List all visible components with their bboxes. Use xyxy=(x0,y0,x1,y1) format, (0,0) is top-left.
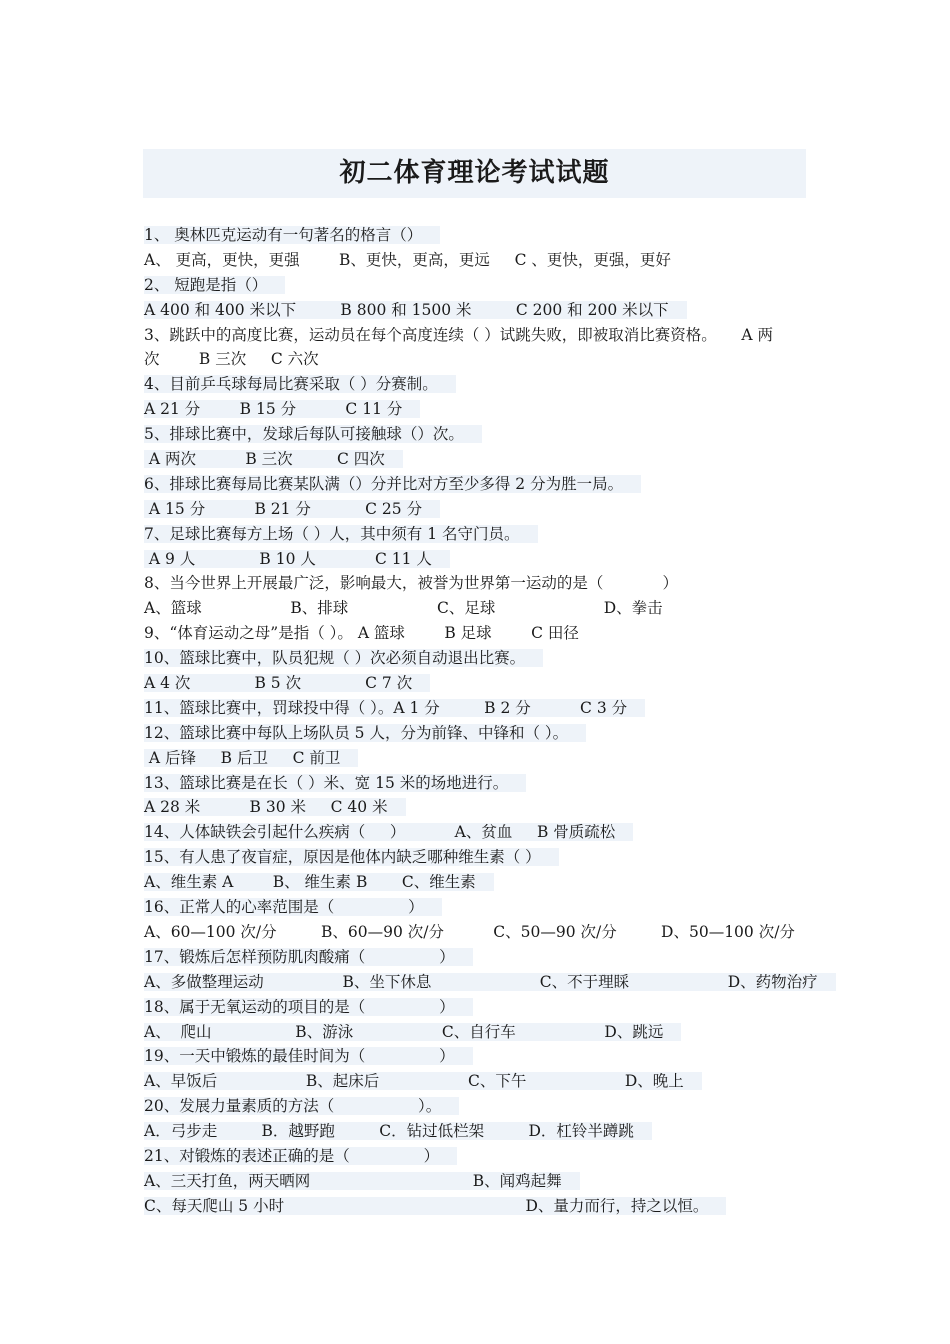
question-line xyxy=(144,995,809,1020)
line-text: A 后锋 B 后卫 C 前卫 xyxy=(144,749,358,767)
option-line xyxy=(144,248,809,273)
question-line xyxy=(144,372,809,397)
line-text: C、每天爬山 5 小时 D、量力而行，持之以恒。 xyxy=(144,1197,726,1215)
line-text: 21、对锻炼的表述正确的是（ ） xyxy=(144,1147,457,1165)
line-text: A 21 分 B 15 分 C 11 分 xyxy=(144,400,420,418)
line-text: A 两次 B 三次 C 四次 xyxy=(144,450,403,468)
question-line xyxy=(144,895,809,920)
question-line xyxy=(144,721,809,746)
question-line xyxy=(144,273,809,298)
question-line xyxy=(144,223,809,248)
line-text: 4、目前乒乓球每局比赛采取（ ）分赛制。 xyxy=(144,375,456,393)
option-line xyxy=(144,1069,809,1094)
line-text: A 9 人 B 10 人 C 11 人 xyxy=(144,550,450,568)
line-text: 3、跳跃中的高度比赛，运动员在每个高度连续（ ）试跳失败，即被取消比赛资格。 A 两 xyxy=(144,325,774,344)
option-line xyxy=(144,1194,809,1219)
line-text: 9、“体育运动之母”是指（ ）。 A 篮球 B 足球 C 田径 xyxy=(144,624,579,643)
line-text: A、多做整理运动 B、坐下休息 C、不于理睬 D、药物治疗 xyxy=(144,973,836,991)
question-line xyxy=(144,771,809,796)
line-text: 8、当今世界上开展最广泛，影响最大，被誉为世界第一运动的是（ ） xyxy=(144,574,678,593)
option-line xyxy=(144,1020,809,1045)
question-line xyxy=(144,1044,809,1069)
page-title: 初二体育理论考试试题 xyxy=(339,158,610,188)
line-text: 20、发展力量素质的方法（ ）。 xyxy=(144,1097,459,1115)
question-line xyxy=(144,621,809,646)
option-line xyxy=(144,497,809,522)
option-line xyxy=(144,920,809,945)
line-text: 18、属于无氧运动的项目的是（ ） xyxy=(144,998,473,1016)
question-line xyxy=(144,646,809,671)
line-text: 12、篮球比赛中每队上场队员 5 人，分为前锋、中锋和（ ）。 xyxy=(144,724,586,742)
line-text: A、三天打鱼，两天晒网 B、闻鸡起舞 xyxy=(144,1172,580,1190)
line-text: 13、篮球比赛是在长（ ）米、宽 15 米的场地进行。 xyxy=(144,774,526,792)
line-text: 10、篮球比赛中，队员犯规（ ）次必须自动退出比赛。 xyxy=(144,649,543,667)
line-text: 7、足球比赛每方上场（ ）人，其中须有 1 名守门员。 xyxy=(144,525,538,543)
question-line xyxy=(144,820,809,845)
question-line xyxy=(144,522,809,547)
option-line xyxy=(144,746,809,771)
option-line xyxy=(144,447,809,472)
line-text: A．弓步走 B．越野跑 C．钻过低栏架 D．杠铃半蹲跳 xyxy=(144,1122,652,1140)
line-text: A 4 次 B 5 次 C 7 次 xyxy=(144,674,430,692)
line-text: 2、 短跑是指（） xyxy=(144,276,285,294)
question-line xyxy=(144,1094,809,1119)
option-line xyxy=(144,298,809,323)
line-text: 次 B 三次 C 六次 xyxy=(144,350,319,369)
line-text: 14、人体缺铁会引起什么疾病（ ） A、贫血 B 骨质疏松 xyxy=(144,823,633,841)
line-text: 6、排球比赛每局比赛某队满（）分并比对方至少多得 2 分为胜一局。 xyxy=(144,475,641,493)
line-text: 19、一天中锻炼的最佳时间为（ ） xyxy=(144,1047,473,1065)
question-line xyxy=(144,571,809,596)
option-line xyxy=(144,795,809,820)
question-line xyxy=(144,845,809,870)
line-text: 1、 奥林匹克运动有一句著名的格言（） xyxy=(144,226,440,244)
question-list xyxy=(144,223,818,1219)
line-text: 17、锻炼后怎样预防肌肉酸痛（ ） xyxy=(144,948,473,966)
question-line xyxy=(144,422,809,447)
line-text: A、 爬山 B、游泳 C、自行车 D、跳远 xyxy=(144,1023,681,1041)
option-line xyxy=(144,397,809,422)
option-line xyxy=(144,547,809,572)
line-text: 16、正常人的心率范围是（ ） xyxy=(144,898,442,916)
question-line xyxy=(144,945,809,970)
line-text: A 15 分 B 21 分 C 25 分 xyxy=(144,500,440,518)
option-line xyxy=(144,596,809,621)
option-line xyxy=(144,870,809,895)
line-text: 15、有人患了夜盲症，原因是他体内缺乏哪种维生素（ ） xyxy=(144,848,559,866)
line-text: 5、排球比赛中，发球后每队可接触球（）次。 xyxy=(144,425,482,443)
line-text: A、60—100 次/分 B、60—90 次/分 C、50—90 次/分 D、50—100 次/分 xyxy=(144,922,795,941)
question-line xyxy=(144,472,809,497)
line-text: A、维生素 A B、 维生素 B C、维生素 xyxy=(144,873,494,891)
question-line xyxy=(144,1144,809,1169)
option-line xyxy=(144,347,809,372)
option-line xyxy=(144,1119,809,1144)
line-text: 11、篮球比赛中，罚球投中得（ ）。A 1 分 B 2 分 C 3 分 xyxy=(144,699,645,717)
option-line xyxy=(144,970,818,995)
line-text: A、篮球 B、排球 C、足球 D、拳击 xyxy=(144,599,663,618)
question-line xyxy=(144,323,809,348)
line-text: A 400 和 400 米以下 B 800 和 1500 米 C 200 和 200 米以下 xyxy=(144,301,687,319)
line-text: A、 更高，更快，更强 B、更快，更高，更远 C 、更快，更强，更好 xyxy=(144,250,671,269)
option-line xyxy=(144,671,809,696)
option-line xyxy=(144,1169,809,1194)
line-text: A 28 米 B 30 米 C 40 米 xyxy=(144,798,406,816)
question-line xyxy=(144,696,809,721)
line-text: A、早饭后 B、起床后 C、下午 D、晚上 xyxy=(144,1072,702,1090)
